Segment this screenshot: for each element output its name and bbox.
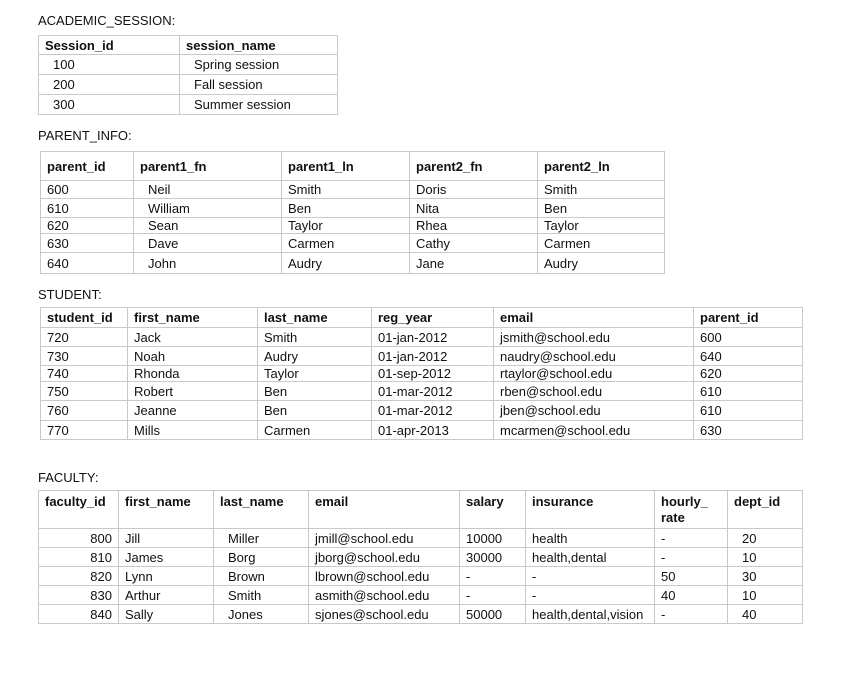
column-header: parent1_fn [134,152,282,181]
table-row [41,181,665,199]
table-cell: 620 [41,218,134,234]
column-header: Session_id [39,36,180,55]
table-cell: 840 [39,605,119,624]
table-cell: health [526,529,655,548]
table-cell: - [655,529,728,548]
table-cell: sjones@school.edu [309,605,460,624]
table-cell: 730 [41,347,128,366]
table-cell: 10 [728,586,803,605]
table-cell: 640 [694,347,803,366]
table-cell: 01-jan-2012 [372,328,494,347]
table-row [39,548,803,567]
table-cell: 01-apr-2013 [372,421,494,440]
parent-info-table [40,151,665,274]
table-cell: 760 [41,401,128,421]
table-cell: William [134,199,282,218]
table-cell: Rhea [410,218,538,234]
table-cell: rben@school.edu [494,382,694,401]
table-row [39,586,803,605]
table-cell: naudry@school.edu [494,347,694,366]
table-cell: Noah [128,347,258,366]
table-cell: Audry [282,253,410,274]
table-cell: Fall session [180,75,338,95]
table-cell: mcarmen@school.edu [494,421,694,440]
faculty-table [38,490,803,624]
table-cell: 630 [694,421,803,440]
table-cell: health,dental,vision [526,605,655,624]
table-cell: Smith [258,328,372,347]
academic-session-title: ACADEMIC_SESSION: [38,13,176,28]
column-header: last_name [258,308,372,328]
table-cell: 50 [655,567,728,586]
table-cell: Sean [134,218,282,234]
table-cell: 750 [41,382,128,401]
table-cell: Doris [410,181,538,199]
table-cell: 40 [728,605,803,624]
table-header-row [41,308,803,328]
student-title: STUDENT: [38,287,102,302]
table-cell: Miller [214,529,309,548]
table-cell: 10000 [460,529,526,548]
table-cell: Carmen [282,234,410,253]
table-cell: Arthur [119,586,214,605]
table-cell: jmill@school.edu [309,529,460,548]
table-cell: Smith [538,181,665,199]
column-header: email [309,491,460,529]
table-cell: - [460,567,526,586]
table-cell: jsmith@school.edu [494,328,694,347]
table-cell: lbrown@school.edu [309,567,460,586]
table-cell: 740 [41,366,128,382]
table-cell: Jill [119,529,214,548]
column-header: email [494,308,694,328]
table-cell: 630 [41,234,134,253]
column-header: first_name [119,491,214,529]
table-cell: health,dental [526,548,655,567]
table-row [41,421,803,440]
column-header: faculty_id [39,491,119,529]
table-cell: 200 [39,75,180,95]
column-header: parent1_ln [282,152,410,181]
table-row [41,401,803,421]
table-cell: asmith@school.edu [309,586,460,605]
table-cell: Ben [258,382,372,401]
column-header: parent2_fn [410,152,538,181]
table-row [41,199,665,218]
table-cell: - [526,567,655,586]
column-header: first_name [128,308,258,328]
table-cell: Ben [258,401,372,421]
table-cell: - [460,586,526,605]
table-row [39,95,338,115]
table-cell: Smith [282,181,410,199]
table-cell: 20 [728,529,803,548]
table-row [41,218,665,234]
table-cell: 30 [728,567,803,586]
table-cell: Spring session [180,55,338,75]
table-cell: Cathy [410,234,538,253]
table-cell: Taylor [258,366,372,382]
table-cell: - [526,586,655,605]
table-cell: 620 [694,366,803,382]
table-row [41,347,803,366]
column-header: dept_id [728,491,803,529]
table-cell: Audry [538,253,665,274]
table-cell: 610 [694,382,803,401]
table-cell: Dave [134,234,282,253]
table-row [41,234,665,253]
column-header: reg_year [372,308,494,328]
table-cell: 810 [39,548,119,567]
table-cell: Jack [128,328,258,347]
table-cell: 610 [41,199,134,218]
table-cell: Rhonda [128,366,258,382]
column-header: hourly_ rate [655,491,728,529]
table-cell: 600 [41,181,134,199]
faculty-title: FACULTY: [38,470,99,485]
table-cell: 50000 [460,605,526,624]
table-cell: John [134,253,282,274]
table-row [41,382,803,401]
column-header: session_name [180,36,338,55]
table-cell: Sally [119,605,214,624]
table-cell: 600 [694,328,803,347]
table-cell: jborg@school.edu [309,548,460,567]
table-cell: 610 [694,401,803,421]
column-header: insurance [526,491,655,529]
table-row [39,55,338,75]
table-cell: Brown [214,567,309,586]
table-cell: 40 [655,586,728,605]
table-cell: 30000 [460,548,526,567]
table-cell: Mills [128,421,258,440]
table-row [41,366,803,382]
table-cell: Neil [134,181,282,199]
table-cell: 01-mar-2012 [372,382,494,401]
table-row [41,253,665,274]
parent-info-title: PARENT_INFO: [38,128,132,143]
table-cell: Summer session [180,95,338,115]
table-cell: Borg [214,548,309,567]
table-cell: Smith [214,586,309,605]
table-cell: jben@school.edu [494,401,694,421]
table-cell: 01-jan-2012 [372,347,494,366]
table-cell: 10 [728,548,803,567]
column-header: parent_id [694,308,803,328]
table-cell: Robert [128,382,258,401]
table-cell: 01-mar-2012 [372,401,494,421]
table-cell: 640 [41,253,134,274]
table-cell: 830 [39,586,119,605]
table-cell: Ben [538,199,665,218]
table-header-row [41,152,665,181]
column-header: student_id [41,308,128,328]
table-cell: Jane [410,253,538,274]
table-cell: Audry [258,347,372,366]
table-cell: rtaylor@school.edu [494,366,694,382]
table-header-row [39,491,803,529]
table-cell: Jones [214,605,309,624]
table-cell: 100 [39,55,180,75]
table-cell: 01-sep-2012 [372,366,494,382]
student-table [40,307,803,440]
column-header: parent_id [41,152,134,181]
column-header: salary [460,491,526,529]
table-cell: Carmen [538,234,665,253]
table-cell: James [119,548,214,567]
table-cell: 800 [39,529,119,548]
table-cell: Taylor [282,218,410,234]
table-cell: 820 [39,567,119,586]
table-row [39,605,803,624]
column-header: parent2_ln [538,152,665,181]
table-cell: 720 [41,328,128,347]
table-cell: - [655,605,728,624]
table-row [39,529,803,548]
table-row [41,328,803,347]
table-cell: Ben [282,199,410,218]
table-row [39,75,338,95]
table-cell: Nita [410,199,538,218]
table-cell: 300 [39,95,180,115]
table-cell: - [655,548,728,567]
table-cell: 770 [41,421,128,440]
table-cell: Carmen [258,421,372,440]
table-cell: Jeanne [128,401,258,421]
table-cell: Lynn [119,567,214,586]
table-cell: Taylor [538,218,665,234]
column-header: last_name [214,491,309,529]
academic-session-table [38,35,338,115]
table-header-row [39,36,338,55]
table-row [39,567,803,586]
